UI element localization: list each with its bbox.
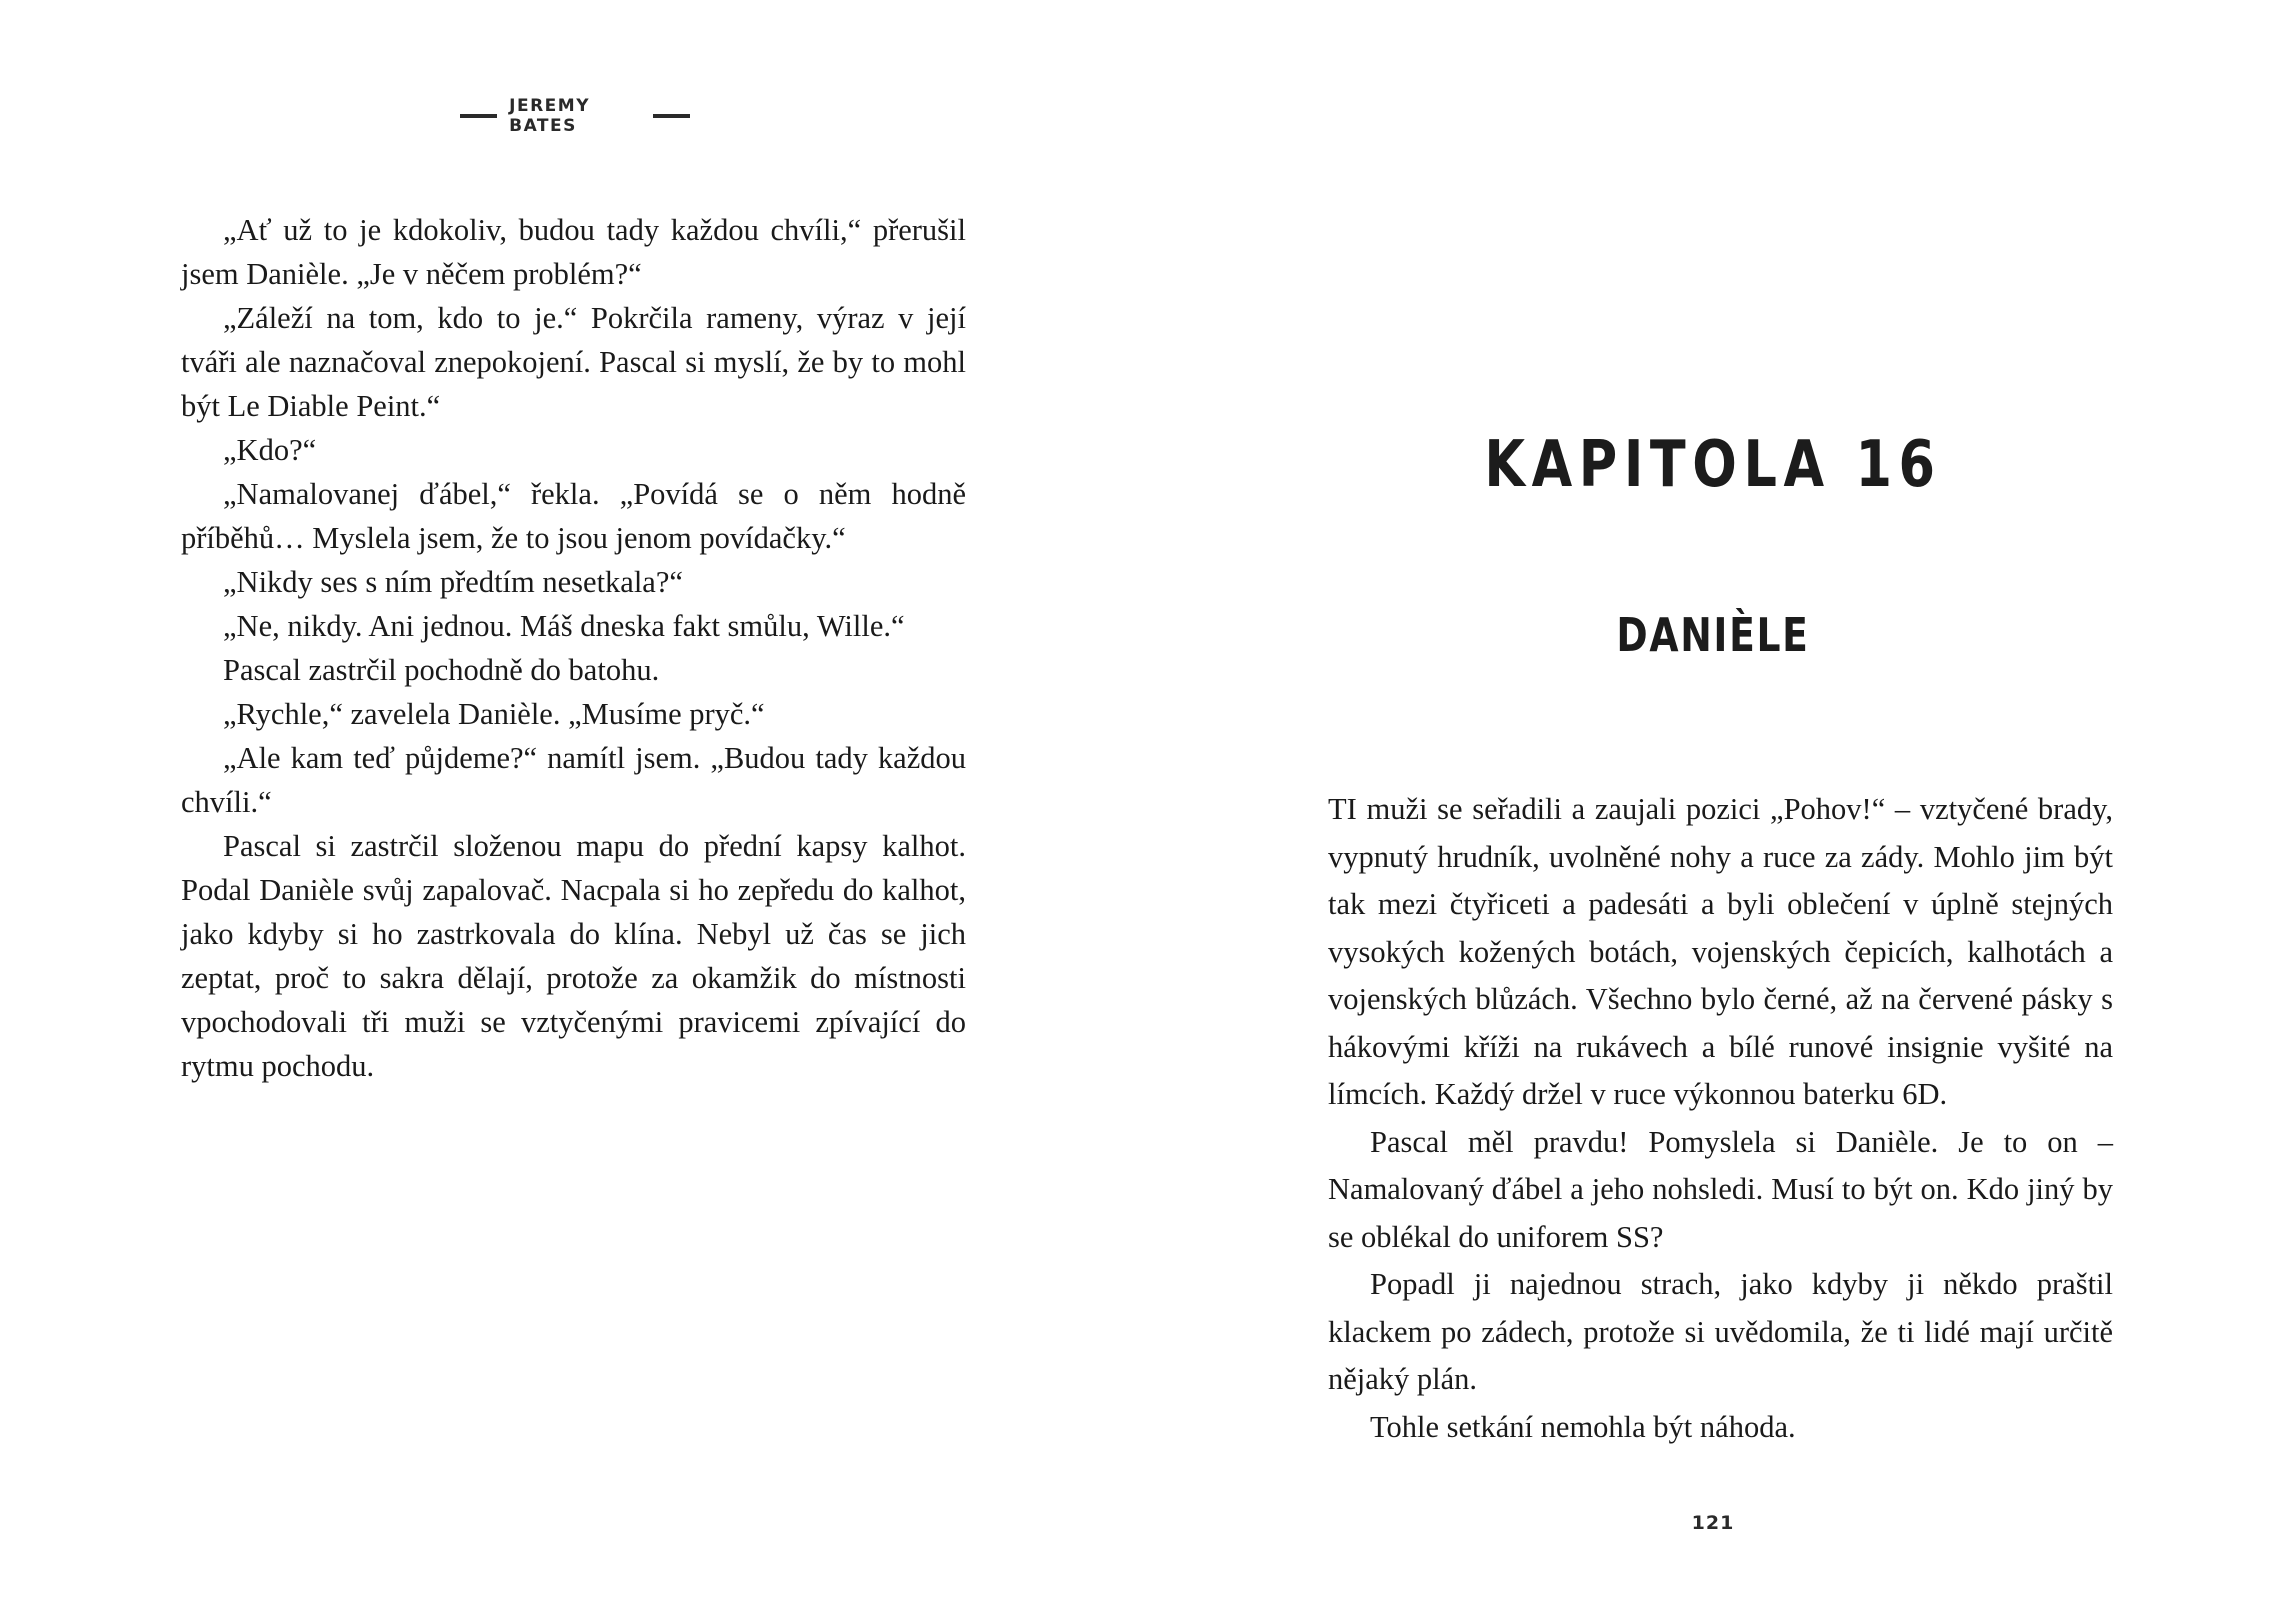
running-head-author: JEREMY BATES	[509, 96, 591, 136]
paragraph: „Záleží na tom, kdo to je.“ Pokrčila rameny, výraz v její tváři ale naznačoval znepokojení. Pascal si myslí, že by to mohl být Le Diable Peint.“	[181, 301, 966, 423]
right-body-text	[1328, 786, 2113, 1451]
left-body-text	[181, 208, 966, 1088]
paragraph: „Ale kam teď půjdeme?“ namítl jsem. „Budou tady každou chvíli.“	[181, 741, 966, 819]
paragraph: TI muži se seřadili a zaujali pozici „Pohov!“ – vztyčené brady, vypnutý hrudník, uvolněné nohy a ruce za zády. Mohlo jim být tak mezi čtyřiceti a padesáti a byli oblečení v úplně stejných vysokých kožených botách, vojenských čepicích, kalhotách a vojenských blůzách. Všechno bylo černé, až na červené pásky s hákovými kříži na rukávech a bílé runové insignie vyšité na límcích. Každý držel v ruce výkonnou baterku 6D.	[1328, 792, 2113, 1111]
paragraph: „Namalovanej ďábel,“ řekla. „Povídá se o něm hodně příběhů… Myslela jsem, že to jsou jenom povídačky.“	[181, 477, 966, 555]
paragraph: Popadl ji najednou strach, jako kdyby ji někdo praštil klackem po zádech, protože si uvědomila, že ti lidé mají určitě nějaký plán.	[1328, 1267, 2113, 1396]
running-head-rule-left	[460, 114, 497, 118]
paragraph: Tohle setkání nemohla být náhoda.	[1370, 1409, 1796, 1444]
paragraph: Pascal zastrčil pochodně do batohu.	[223, 653, 660, 687]
paragraph: Pascal si zastrčil složenou mapu do přední kapsy kalhot. Podal Danièle svůj zapalovač. Nacpala si ho zepředu do kalhot, jako kdyby si ho zastrkovala do klína. Nebyl už čas se jich zeptat, proč to sakra dělají, protože za okamžik do místnosti vpochodovali tři muži se vztyčenými pravicemi zpívající do rytmu pochodu.	[181, 829, 966, 1083]
running-head-rule-right	[653, 114, 690, 118]
page-number: 121	[1691, 1512, 1735, 1534]
paragraph: „Rychle,“ zavelela Danièle. „Musíme pryč.“	[223, 697, 765, 731]
running-head	[460, 96, 690, 136]
chapter-title: KAPITOLA 16	[1484, 428, 1942, 502]
chapter-subtitle: DANIÈLE	[1616, 608, 1810, 662]
right-page	[1142, 0, 2284, 1615]
paragraph: Pascal měl pravdu! Pomyslela si Danièle. Je to on – Namalovaný ďábel a jeho nohsledi. Musí to být on. Kdo jiný by se oblékal do uniforem SS?	[1328, 1124, 2113, 1254]
paragraph: „Ať už to je kdokoliv, budou tady každou chvíli,“ přerušil jsem Danièle. „Je v něčem problém?“	[181, 213, 966, 291]
paragraph: „Ne, nikdy. Ani jednou. Máš dneska fakt smůlu, Wille.“	[223, 609, 905, 643]
paragraph: „Kdo?“	[223, 433, 317, 467]
paragraph: „Nikdy ses s ním předtím nesetkala?“	[223, 565, 683, 599]
